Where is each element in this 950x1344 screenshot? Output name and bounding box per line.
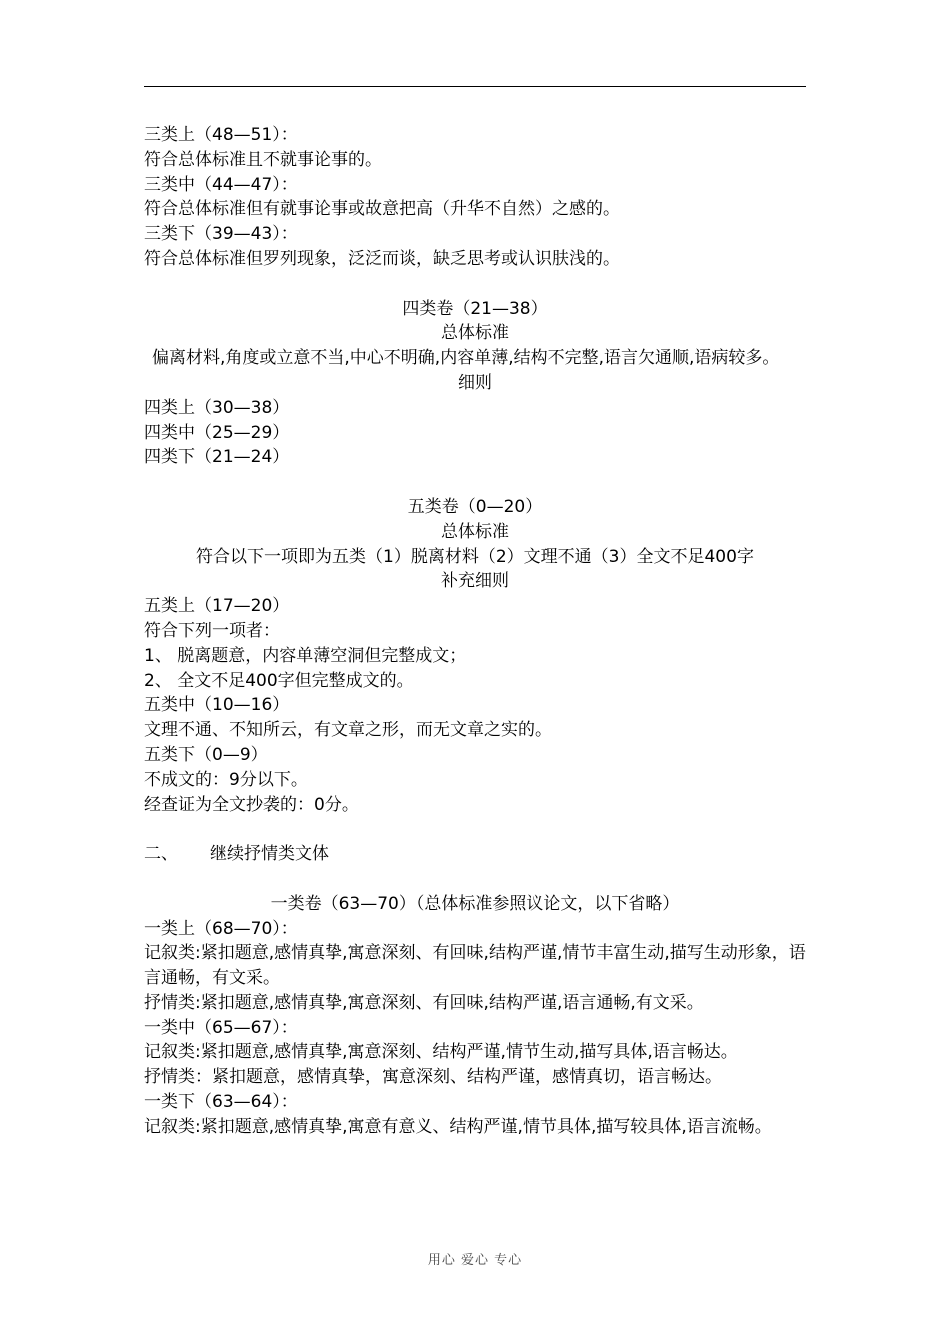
class3-lower-heading: 三类下（39—43）： — [144, 224, 298, 245]
class5-lower: 五类下（0—9） — [144, 744, 268, 765]
class3-mid-heading: 三类中（44—47）： — [144, 174, 298, 195]
class5-lower-text-2: 经查证为全文抄袭的：0分。 — [144, 794, 359, 815]
class1-lower-heading: 一类下（63—64）： — [144, 1092, 298, 1113]
document-body — [144, 123, 806, 1140]
spacer — [144, 272, 806, 297]
class4-upper: 四类上（30—38） — [144, 397, 290, 418]
class5-upper-intro: 符合下列一项者： — [144, 620, 280, 641]
class4-standard-title: 总体标准 — [441, 323, 509, 344]
class1-title: 一类卷（63—70）（总体标准参照议论文，以下省略） — [270, 893, 680, 914]
class5-lower-text-1: 不成文的：9分以下。 — [144, 769, 308, 790]
class5-upper: 五类上（17—20） — [144, 596, 290, 617]
class1-upper-heading: 一类上（68—70）： — [144, 918, 298, 939]
class5-standard-title: 总体标准 — [441, 521, 509, 542]
class1-mid-heading: 一类中（65—67）： — [144, 1017, 298, 1038]
class4-lower: 四类下（21—24） — [144, 447, 290, 468]
class1-mid-narrative: 记叙类:紧扣题意,感情真挚,寓意深刻、结构严谨,情节生动,描写具体,语言畅达。 — [144, 1042, 738, 1063]
class4-title: 四类卷（21—38） — [402, 298, 548, 319]
class1-upper-lyric: 抒情类:紧扣题意,感情真挚,寓意深刻、有回味,结构严谨,语言通畅,有文采。 — [144, 992, 704, 1013]
class1-upper-narrative: 记叙类:紧扣题意,感情真挚,寓意深刻、有回味,结构严谨,情节丰富生动,描写生动形象，语言通畅，有文采。 — [144, 943, 806, 989]
spacer — [144, 470, 806, 495]
page-footer: 用心 爱心 专心 — [427, 1253, 523, 1268]
class3-lower-text: 符合总体标准但罗列现象，泛泛而谈，缺乏思考或认识肤浅的。 — [144, 248, 620, 269]
class5-title: 五类卷（0—20） — [407, 496, 543, 517]
spacer — [144, 867, 806, 892]
class4-standard-text: 偏离材料,角度或立意不当,中心不明确,内容单薄,结构不完整,语言欠通顺,语病较多。 — [152, 348, 780, 369]
class4-mid: 四类中（25—29） — [144, 422, 290, 443]
class5-upper-item-2: 2、 全文不足400字但完整成文的。 — [144, 670, 414, 691]
class5-detail-title: 补充细则 — [441, 571, 509, 592]
spacer — [144, 817, 806, 842]
class5-mid-text: 文理不通、不知所云，有文章之形，而无文章之实的。 — [144, 720, 552, 741]
class3-mid-text: 符合总体标准但有就事论事或故意把高（升华不自然）之感的。 — [144, 199, 620, 220]
class5-standard-text: 符合以下一项即为五类（1）脱离材料（2）文理不通（3）全文不足400字 — [196, 546, 754, 567]
part2-number: 二、 — [144, 844, 178, 865]
class3-upper-heading: 三类上（48—51）： — [144, 125, 298, 145]
class1-lower-narrative: 记叙类:紧扣题意,感情真挚,寓意有意义、结构严谨,情节具体,描写较具体,语言流畅。 — [144, 1116, 772, 1137]
class1-mid-lyric: 抒情类：紧扣题意，感情真挚，寓意深刻、结构严谨，感情真切，语言畅达。 — [144, 1067, 722, 1088]
class5-upper-item-1: 1、 脱离题意，内容单薄空洞但完整成文； — [144, 645, 467, 666]
header-rule — [144, 86, 806, 87]
class4-detail-title: 细则 — [458, 372, 492, 393]
part2-title: 继续抒情类文体 — [210, 844, 329, 865]
class3-upper-text: 符合总体标准且不就事论事的。 — [144, 149, 382, 170]
class5-mid: 五类中（10—16） — [144, 695, 290, 716]
part2-heading — [144, 842, 806, 867]
